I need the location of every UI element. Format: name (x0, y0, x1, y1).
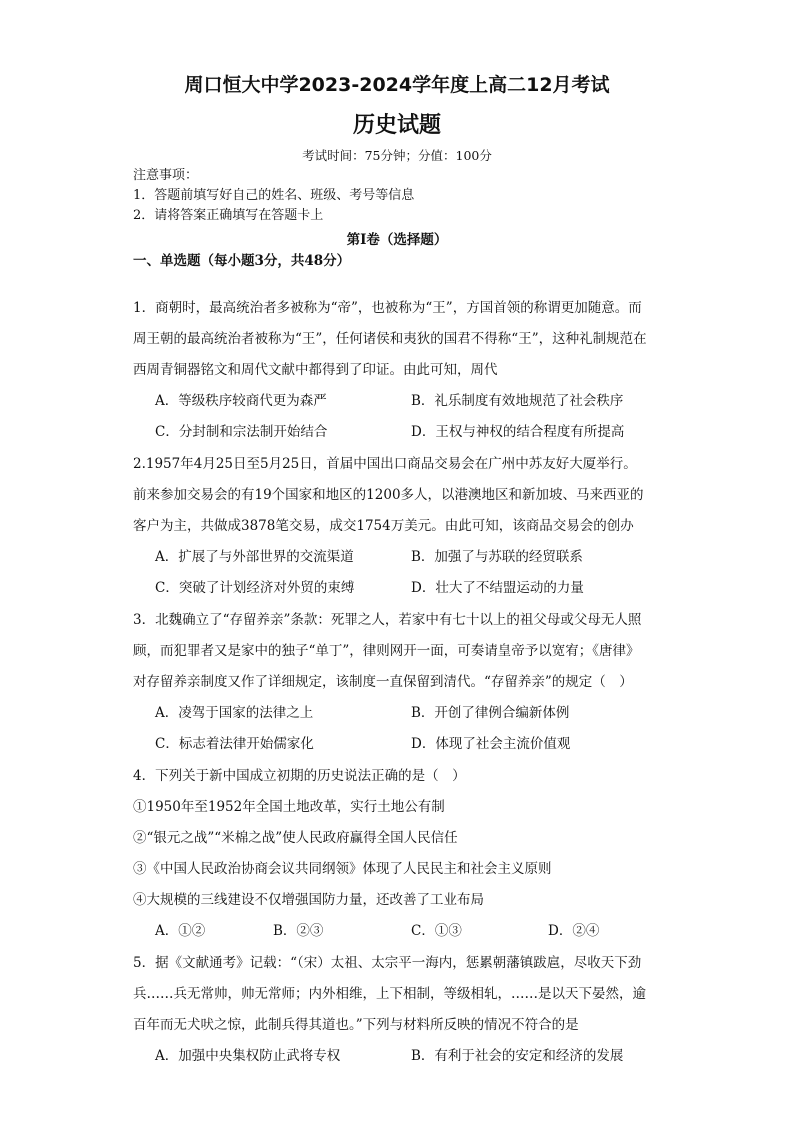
exam-info: 考试时间：75分钟；分值：100分 (302, 148, 492, 163)
question-4-line: 4．下列关于新中国成立初期的历史说法正确的是（ ） (133, 768, 466, 784)
section-title: 一、单选题（每小题3分，共48分） (133, 253, 351, 269)
exam-title: 周口恒大中学2023-2024学年度上高二12月考试 (184, 74, 610, 96)
question-1-line: 1．商朝时，最高统治者多被称为“帝”，也被称为“王”，方国首领的称谓更加随意。而 (133, 300, 642, 316)
question-3-line: 对存留养亲制度又作了详细规定，该制度一直保留到清代。“存留养亲”的规定（ ） (133, 674, 633, 690)
question-1-option-d: D．王权与神权的结合程度有所提高 (411, 424, 625, 440)
question-2-option-b: B．加强了与苏联的经贸联系 (411, 549, 583, 565)
question-3-option-d: D．体现了社会主流价值观 (411, 736, 571, 752)
question-4-statement: ④大规模的三线建设不仅增强国防力量，还改善了工业布局 (133, 892, 484, 908)
question-1-line: 周王朝的最高统治者被称为“王”，任何诸侯和夷狄的国君不得称“王”，这种礼制规范在 (133, 331, 647, 347)
question-2-option-a: A．扩展了与外部世界的交流渠道 (155, 549, 354, 565)
notes-item: 1．答题前填写好自己的姓名、班级、考号等信息 (133, 188, 415, 203)
notes-heading: 注意事项： (133, 168, 199, 183)
question-4-statement: ①1950年至1952年全国土地改革，实行土地公有制 (133, 799, 445, 815)
question-2-option-c: C．突破了计划经济对外贸的束缚 (155, 580, 355, 596)
subject-title: 历史试题 (352, 113, 441, 138)
question-3-option-c: C．标志着法律开始儒家化 (155, 736, 314, 752)
question-4-option-b: B．②③ (273, 923, 324, 939)
question-4-statement: ③《中国人民政治协商会议共同纲领》体现了人民民主和社会主义原则 (133, 861, 552, 877)
question-1-line: 西周青铜器铭文和周代文献中都得到了印证。由此可知，周代 (133, 362, 498, 378)
question-4-option-a: A．①② (155, 923, 206, 939)
question-1-option-b: B．礼乐制度有效地规范了社会秩序 (411, 393, 624, 409)
question-3-option-b: B．开创了律例合编新体例 (411, 705, 570, 721)
question-4-statement: ②“银元之战”“米棉之战”使人民政府赢得全国人民信任 (133, 830, 458, 846)
notes-block (133, 166, 414, 226)
question-5-option-b: B．有利于社会的安定和经济的发展 (411, 1048, 624, 1064)
question-5-line: 5．据《文献通考》记载：“（宋）太祖、太宗平一海内，惩累朝藩镇跋扈，尽收天下劲 (133, 955, 642, 971)
question-2-line: 2.1957年4月25日至5月25日，首届中国出口商品交易会在广州中苏友好大厦举行。 (133, 456, 637, 472)
question-4-option-c: C．①③ (411, 923, 462, 939)
question-3-option-a: A．凌驾于国家的法律之上 (155, 705, 314, 721)
question-5-line: 百年而无犬吠之惊，此制兵得其道也。”下列与材料所反映的情况不符合的是 (133, 1017, 579, 1033)
question-2-line: 客户为主，共做成3878笔交易，成交1754万美元。由此可知，该商品交易会的创办 (133, 518, 634, 534)
question-4-option-d: D．②④ (548, 923, 600, 939)
volume-title: 第I卷（选择题） (346, 232, 448, 248)
question-5-line: 兵……兵无常帅，帅无常师；内外相维，上下相制，等级相轧，……是以天下晏然，逾 (133, 986, 646, 1002)
question-2-option-d: D．壮大了不结盟运动的力量 (411, 580, 584, 596)
question-3-line: 3．北魏确立了“存留养亲”条款：死罪之人，若家中有七十以上的祖父母或父母无人照 (133, 612, 642, 628)
question-2-line: 前来参加交易会的有19个国家和地区的1200多人，以港澳地区和新加坡、马来西亚的 (133, 487, 644, 503)
question-1-option-a: A．等级秩序较商代更为森严 (155, 393, 327, 409)
question-3-line: 顾，而犯罪者又是家中的独子“单丁”，律则网开一面，可奏请皇帝予以宽宥；《唐律》 (133, 643, 640, 659)
notes-item: 2．请将答案正确填写在答题卡上 (133, 208, 324, 223)
question-5-option-a: A．加强中央集权防止武将专权 (155, 1048, 341, 1064)
question-1-option-c: C．分封制和宗法制开始结合 (155, 424, 328, 440)
